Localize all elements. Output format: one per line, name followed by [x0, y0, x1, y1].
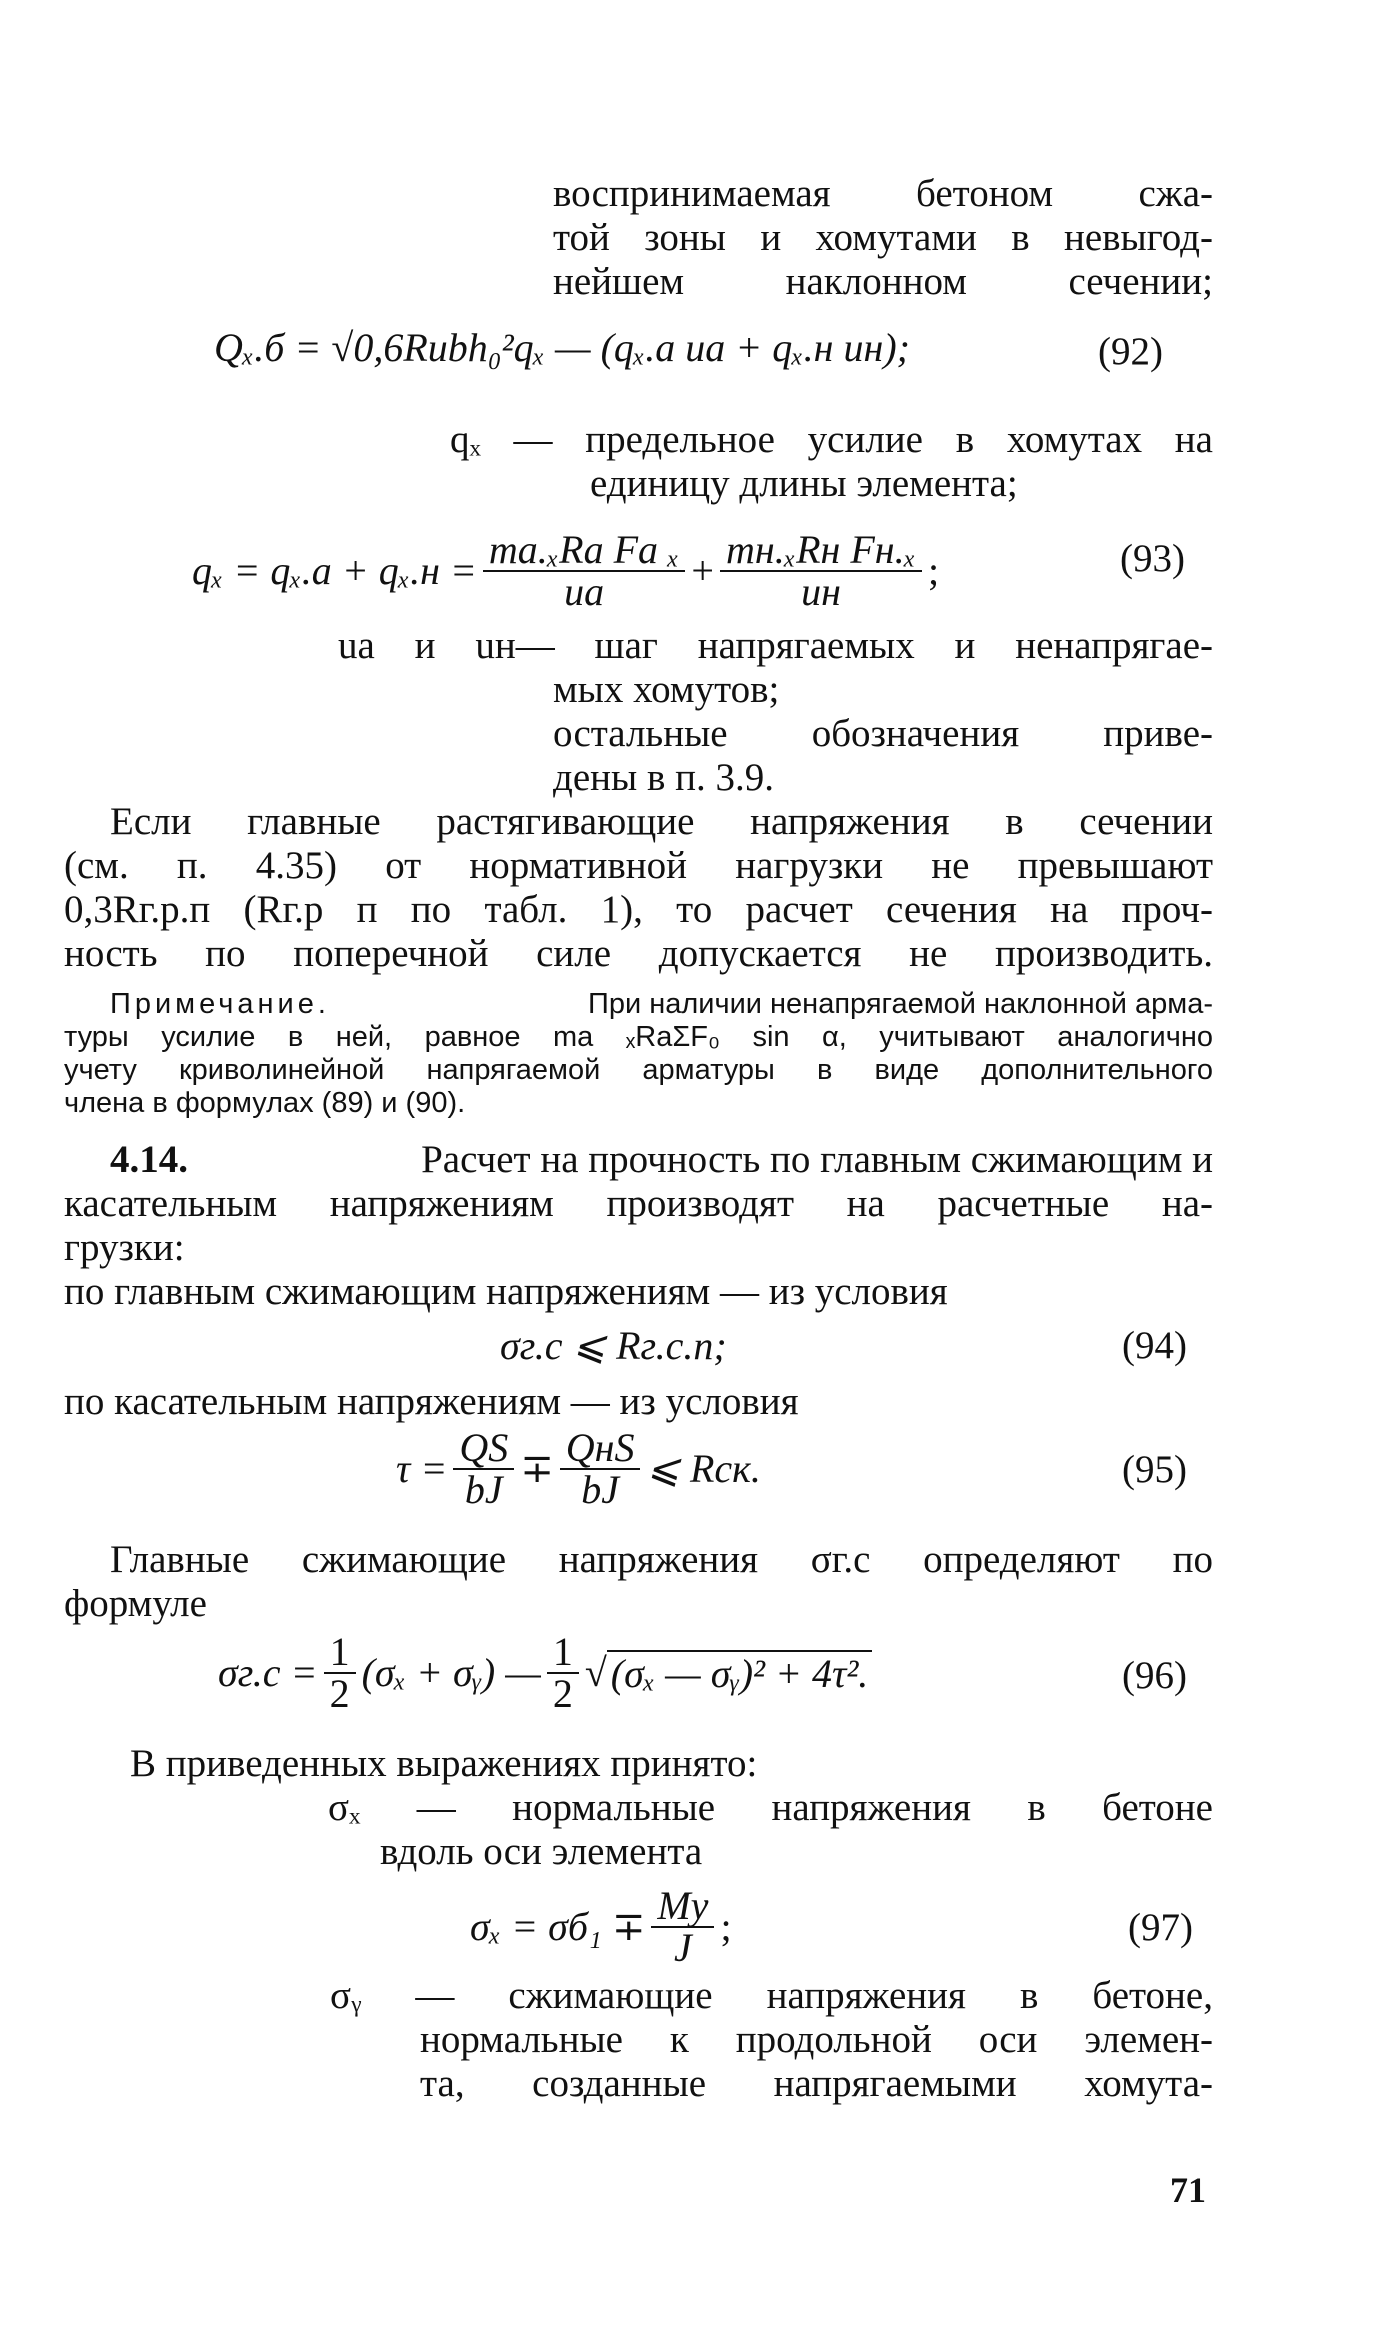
- note-line-1: [110, 988, 1213, 1021]
- eq93-frac1-denominator: uа: [564, 569, 605, 614]
- eq93-end: ;: [928, 548, 940, 593]
- eq93-frac1-numerator: mа.ₓRа Fа ₓ: [483, 530, 686, 572]
- qx-definition-line-1: qₓ — предельное усилие в хомутах на: [450, 418, 1213, 461]
- section-line-1-text: Расчет на прочность по главным сжимающим и: [421, 1138, 1213, 1181]
- ua-definition-line-4: дены в п. 3.9.: [553, 756, 775, 799]
- paragraph-2-line-2: формуле: [64, 1582, 207, 1625]
- equation-92-number: (92): [1098, 330, 1163, 373]
- qx-definition-line-2: единицу длины элемента;: [590, 462, 1018, 505]
- section-4-14-line-1: [110, 1138, 1213, 1182]
- eq96-middle: (σₓ + σᵧ) —: [361, 1650, 541, 1695]
- ua-definition-line-3: остальные обозначения приве-: [553, 712, 1213, 755]
- eq96-left: σг.с =: [218, 1650, 318, 1695]
- note-line-2: туры усилие в ней, равное mа ₓRаΣF₀ sin α, учитывают аналогично: [64, 1021, 1213, 1053]
- eq95-right: ⩽ Rск.: [646, 1446, 761, 1491]
- eq95-frac1-denominator: bJ: [464, 1467, 503, 1512]
- eq95-operator: ∓: [520, 1446, 554, 1491]
- eq96-half-2-denominator: 2: [552, 1671, 573, 1716]
- equation-93: [192, 527, 940, 614]
- eq96-half-1-numerator: 1: [324, 1632, 356, 1674]
- eq97-left: σₓ = σб₁ ∓: [470, 1904, 646, 1949]
- eq97-end: ;: [720, 1904, 732, 1949]
- equation-96: [218, 1629, 872, 1716]
- eq93-frac2-numerator: mн.ₓRн Fн.ₓ: [720, 530, 922, 572]
- paragraph-1-line-1: Если главные растягивающие напряжения в сечении: [110, 800, 1213, 843]
- sigma-x-definition-line-2: вдоль оси элемента: [380, 1830, 703, 1873]
- eq93-fraction-1: [483, 527, 686, 614]
- eq95-left: τ =: [396, 1446, 448, 1491]
- eq95-fraction-2: [560, 1425, 641, 1512]
- equation-97-number: (97): [1128, 1906, 1193, 1949]
- equation-95: [396, 1425, 761, 1512]
- top-text-line-1: воспринимаемая бетоном сжа-: [553, 172, 1213, 215]
- paragraph-1-line-2: (см. п. 4.35) от нормативной нагрузки не превышают: [64, 844, 1213, 887]
- paragraph-2-line-1: Главные сжимающие напряжения σг.с определяют по: [110, 1538, 1213, 1581]
- eq93-frac2-denominator: uн: [801, 569, 841, 614]
- eq96-half-1-denominator: 2: [329, 1671, 350, 1716]
- section-4-14-line-2: касательным напряжениям производят на расчетные на-: [64, 1182, 1213, 1225]
- page-number: 71: [1170, 2170, 1206, 2210]
- paragraph-1-line-4: ность по поперечной силе допускается не производить.: [64, 932, 1213, 975]
- eq93-fraction-2: [720, 527, 922, 614]
- note-line-3: учету криволинейной напрягаемой арматуры в виде дополнительного: [64, 1054, 1213, 1086]
- eq96-half-2: [547, 1629, 579, 1716]
- equation-92: Qₓ.б = √0,6Rиbh₀²qₓ — (qₓ.а uа + qₓ.н uн);: [214, 325, 910, 370]
- eq96-half-2-numerator: 1: [547, 1632, 579, 1674]
- top-text-line-3: нейшем наклонном сечении;: [553, 260, 1213, 303]
- top-text-line-2: той зоны и хомутами в невыгод-: [553, 216, 1213, 259]
- sigma-x-definition-line-1: σₓ — нормальные напряжения в бетоне: [328, 1786, 1213, 1829]
- equation-93-number: (93): [1120, 537, 1185, 580]
- eq95-frac2-numerator: QнS: [560, 1428, 641, 1470]
- ua-definition-line-2: мых хомутов;: [553, 668, 780, 711]
- section-4-14-line-3: грузки:: [64, 1226, 185, 1269]
- equation-96-number: (96): [1122, 1654, 1187, 1697]
- eq97-denominator: J: [674, 1925, 692, 1970]
- sqrt-sign-icon: √: [584, 1650, 607, 1695]
- note-line-4: члена в формулах (89) и (90).: [64, 1087, 466, 1119]
- ua-definition-line-1: uа и uн— шаг напрягаемых и ненапрягае-: [338, 624, 1213, 667]
- eq97-numerator: My: [651, 1886, 714, 1928]
- equation-94: σг.с ⩽ Rг.с.п;: [500, 1323, 727, 1368]
- eq97-fraction: [651, 1883, 714, 1970]
- note-label: Примечание.: [110, 988, 330, 1020]
- section-number: 4.14.: [110, 1138, 188, 1181]
- sigma-y-definition-line-1: σᵧ — сжимающие напряжения в бетоне,: [330, 1974, 1213, 2017]
- equation-94-number: (94): [1122, 1324, 1187, 1367]
- eq95-frac2-denominator: bJ: [581, 1467, 619, 1512]
- paragraph-3: В приведенных выражениях принято:: [130, 1742, 758, 1785]
- sigma-y-definition-line-3: та, созданные напрягаемыми хомута-: [420, 2062, 1213, 2105]
- eq93-left: qₓ = qₓ.а + qₓ.н =: [192, 548, 477, 593]
- paragraph-1-line-3: 0,3Rг.р.п (Rг.р п по табл. 1), то расчет сечения на проч-: [64, 888, 1213, 931]
- eq96-sqrt-body: (σₓ — σᵧ)² + 4τ².: [607, 1650, 873, 1696]
- eq93-plus: +: [691, 548, 714, 593]
- eq96-half-1: [324, 1629, 356, 1716]
- eq95-frac1-numerator: QS: [453, 1428, 514, 1470]
- tangent-stress-line: по касательным напряжениям — из условия: [64, 1380, 799, 1423]
- equation-95-number: (95): [1122, 1448, 1187, 1491]
- section-4-14-line-4: по главным сжимающим напряжениям — из условия: [64, 1270, 948, 1313]
- note-line-1-text: При наличии ненапрягаемой наклонной арма-: [587, 988, 1213, 1020]
- equation-97: [470, 1883, 732, 1970]
- sigma-y-definition-line-2: нормальные к продольной оси элемен-: [420, 2018, 1213, 2061]
- eq95-fraction-1: [453, 1425, 514, 1512]
